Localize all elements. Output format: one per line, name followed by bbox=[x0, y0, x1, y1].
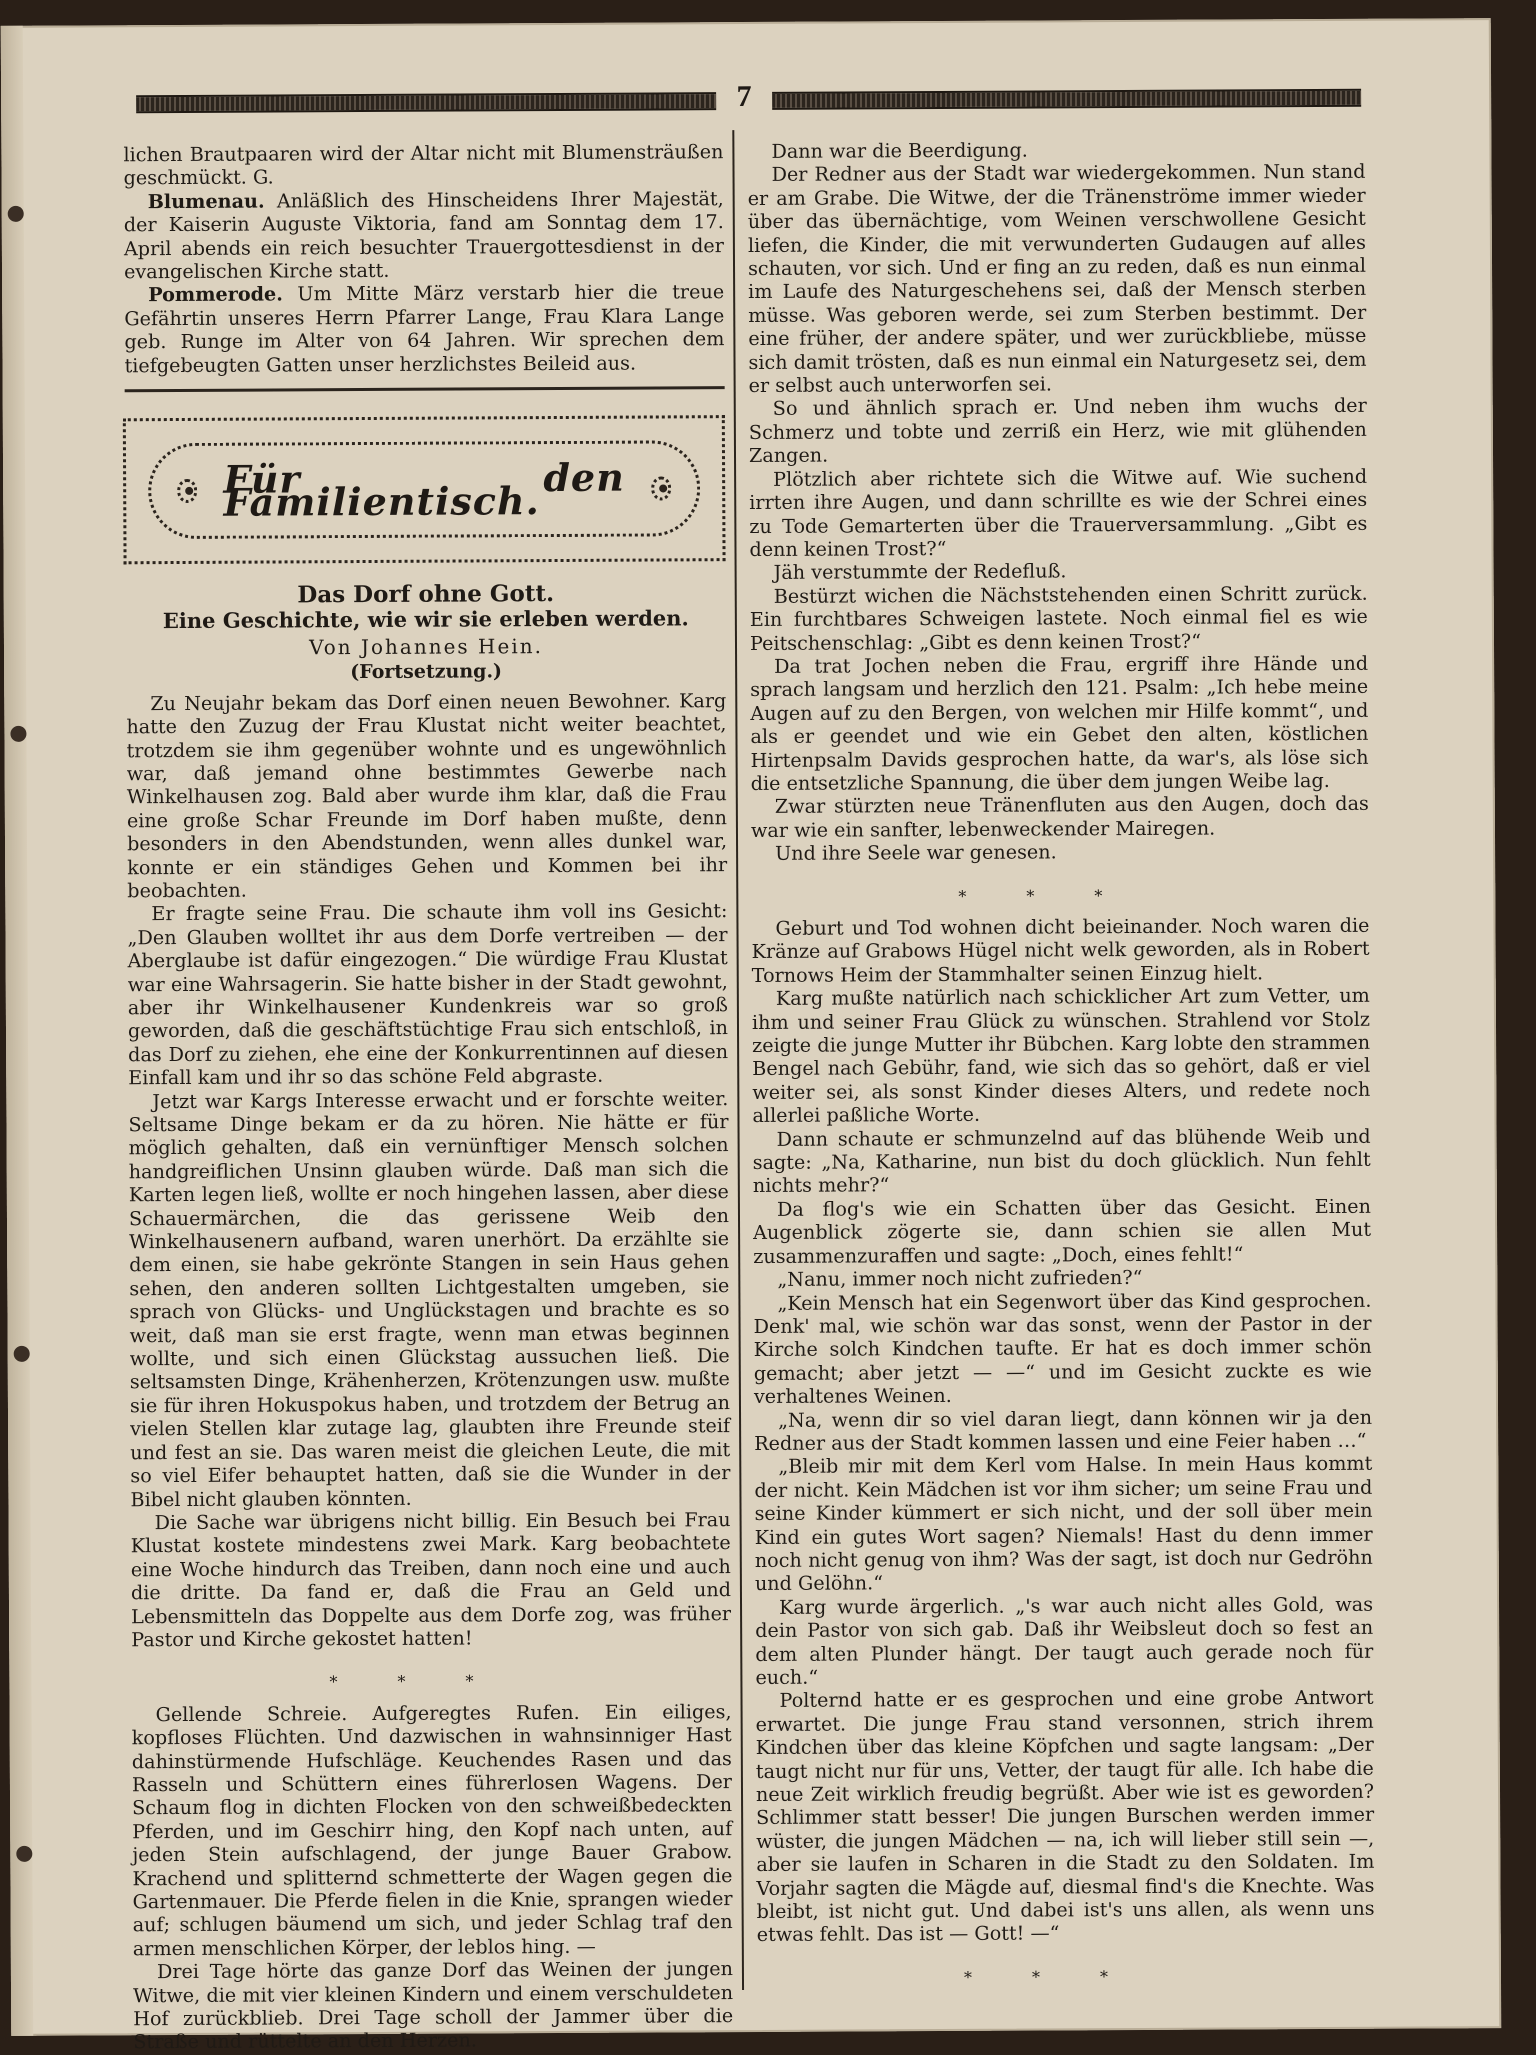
rosette-ornament-icon bbox=[177, 479, 197, 503]
story-paragraph: Der Redner aus der Stadt war wiedergekommen. Nun stand er am Grabe. Die Witwe, der die Tränenströme immer wieder über das übernächtige, vom Weinen verschwollene Gesicht liefen, die Kinder, die mit verwunderten Gudaugen auf alles schauten, vor sich. Und er fing an zu reden, daß es nun einmal im Laufe des Naturgeschehens sei, daß der Mensch sterben müsse. Was geboren werde, sei zum Sterben bestimmt. Der eine früher, der andere später, und wer zurückbliebe, müsse sich damit trösten, daß es nun einmal ein Naturgesetz sei, dem er selbst auch unterworfen sei. bbox=[747, 160, 1366, 397]
section-rule bbox=[125, 386, 725, 392]
news-text: Anläßlich des Hinscheidens Ihrer Majestät, der Kaiserin Auguste Viktoria, fand am Sonntag dem 17. April abends ein reich besuchter Trauergottesdienst in der evangelischen Kirche statt. bbox=[124, 187, 724, 283]
star-mark: * bbox=[1032, 1965, 1100, 1989]
header-rule-left bbox=[136, 92, 716, 113]
story-paragraph: Geburt und Tod wohnen dicht beieinander. Noch waren die Kränze auf Grabows Hügel nicht welk geworden, als in Robert Tornows Heim der Stammhalter seinen Einzug hielt. bbox=[751, 914, 1369, 987]
section-break bbox=[751, 876, 1369, 903]
end-mark bbox=[757, 1958, 1375, 1985]
star-mark: * bbox=[465, 1669, 533, 1693]
news-item bbox=[124, 281, 724, 378]
binding-hole bbox=[16, 1846, 32, 1862]
story-paragraph: „Kein Mensch hat ein Segenwort über das Kind gesprochen. Denk' mal, wie schön war das sonst, wenn der Pastor in der Kirche solch Kindchen taufte. Er hat es doch immer schön gemacht; aber jetzt — —“ und im Gesicht zuckte es wie verhaltenes Weinen. bbox=[753, 1288, 1372, 1408]
story-paragraph: Die Sache war übrigens nicht billig. Ein Besuch bei Frau Klustat kostete mindestens zwei Mark. Karg beobachtete eine Woche hindurch das Treiben, dann noch eine und auch die dritte. Da fand er, daß die Frau an Geld und Lebensmitteln das Doppelte aus dem Dorfe zog, was früher Pastor und Kirche gekostet hatten! bbox=[131, 1508, 732, 1652]
story-paragraph: „Bleib mir mit dem Kerl vom Halse. In mein Haus kommt der nicht. Kein Mädchen ist vor ihm sicher; um seine Frau und seine Kinder kümmert er sich nicht, und der soll über mein Kind ein gutes Wort sagen? Niemals! Hast du denn immer noch nicht genug von ihm? Was der sagt, ist doch nur Gedröhn und Gelöhn.“ bbox=[754, 1452, 1373, 1596]
continuation-note: (Fortsetzung.) bbox=[126, 659, 726, 686]
news-text: lichen Brautpaaren wird der Altar nicht mit Blumensträußen geschmückt. G. bbox=[123, 140, 723, 190]
section-frame-inner bbox=[148, 440, 700, 539]
section-break bbox=[131, 1662, 731, 1689]
story-paragraph: Gellende Schreie. Aufgeregtes Rufen. Ein eiliges, kopfloses Flüchten. Und dazwischen in wahnsinniger Hast dahinstürmende Hufschläge. Keuchendes Rasen und das Rasseln und Schüttern eines führerlosen Wagens. Der Schaum flog in dichten Flocken von den schweißbedeckten Pferden, und im Geschirr hing, den Kopf nach unten, auf jeden Stein aufschlagend, der junge Bauer Grabow. Krachend und splitternd schmetterte der Wagen gegen die Gartenmauer. Die Pferde fielen in die Knie, sprangen wieder auf; schlugen bäumend um sich, und jeder Schlag traf den armen menschlichen Körper, der leblos hing. — bbox=[132, 1700, 733, 1961]
binding-edge bbox=[1, 26, 34, 2036]
column-divider bbox=[732, 130, 744, 1990]
story-paragraph: Da flog's wie ein Schatten über das Gesicht. Einen Augenblick zögerte sie, dann schien sie allen Mut zusammenzuraffen und sagte: „Doch, eines fehlt!“ bbox=[753, 1195, 1371, 1268]
star-mark: * bbox=[1094, 883, 1162, 907]
story-paragraph: Dann war die Beerdigung. bbox=[747, 137, 1365, 164]
story-paragraph: So und ähnlich sprach er. Und neben ihm wuchs der Schmerz und tobte und zerriß ein Herz, wie mit glühenden Zangen. bbox=[749, 394, 1367, 467]
story-paragraph: Bestürzt wichen die Nächststehenden einen Schritt zurück. Ein furchtbares Schweigen lastete. Noch einmal fiel es wie Peitschenschlag: „Gibt es denn keinen Trost?“ bbox=[750, 581, 1368, 654]
page-header bbox=[136, 71, 1361, 123]
story-paragraph: „Nanu, immer noch nicht zufrieden?“ bbox=[753, 1265, 1371, 1292]
star-mark: * bbox=[397, 1670, 465, 1694]
newspaper-page bbox=[1, 18, 1502, 2036]
story-paragraph: Drei Tage hörte das ganze Dorf das Weinen der jungen Witwe, die mit vier kleinen Kindern und einem verschuldeten Hof zurückblieb. Drei Tage scholl der Jammer über die Straße und rüttelte an den Herzen. bbox=[133, 1957, 733, 2054]
story-paragraph: Karg wurde ärgerlich. „'s war auch nicht alles Gold, was dein Pastor von sich gab. Daß ihr Weibsleut doch so fest an dem alten Plunder hängt. Der taugt auch gerade noch für euch.“ bbox=[755, 1593, 1373, 1690]
story-paragraph: Karg mußte natürlich nach schicklicher Art zum Vetter, um ihm und seiner Frau Glück zu wünschen. Strahlend vor Stolz zeigte die junge Mutter ihr Bübchen. Karg lobte den strammen Bengel nach Gebühr, fand, wie sich das so gehört, daß er viel weiter sei, als sonst Kinder dieses Alters, und redete noch allerlei paßliche Worte. bbox=[752, 984, 1371, 1128]
story-title: Das Dorf ohne Gott. bbox=[126, 581, 726, 608]
left-column bbox=[123, 140, 733, 2054]
story-paragraph: Jetzt war Kargs Interesse erwacht und er forschte weiter. Seltsame Dinge bekam er da zu hören. Nie hätte er für möglich gehalten, daß ein vernünftiger Mensch solchen handgreiflichen Unsinn glauben würde. Daß man sich die Karten legen ließ, wollte er noch hingehen lassen, aber diese Schauermärchen, die das gerissene Weib den Winkelhausenern aufband, waren unerhört. Da erzählte sie dem einen, sie habe gekrönte Stangen in sein Haus gehen sehen, den anderen sollten Lichtgestalten umgeben, sie sprach von Glücks- und Unglückstagen und brachte es so weit, daß man sie erst fragte, wenn man etwas beginnen wollte, und sich einen Glückstag aussuchen ließ. Die seltsamsten Dinge, Krähenherzen, Krötenzungen usw. mußte sie für ihren Hokuspokus haben, und trotzdem der Betrug an vielen Stellen klar zutage lag, glaubten ihre Freunde steif und fest an sie. Das waren meist die gleichen Leute, die mit so viel Eifer behauptet hatten, daß sie die Wunder in der Bibel nicht glauben könnten. bbox=[128, 1087, 730, 1511]
star-mark: * bbox=[329, 1670, 397, 1694]
binding-hole bbox=[10, 726, 26, 742]
binding-hole bbox=[14, 1346, 30, 1362]
rosette-ornament-icon bbox=[651, 476, 671, 500]
star-mark: * bbox=[958, 884, 1026, 908]
news-item bbox=[123, 140, 723, 190]
section-frame bbox=[123, 415, 726, 564]
story-paragraph: Dann schaute er schmunzelnd auf das blühende Weib und sagte: „Na, Katharine, nun bist du doch glücklich. Nun fehlt nichts mehr?“ bbox=[753, 1124, 1371, 1197]
news-text: Um Mitte März verstarb hier die treue Gefährtin unseres Herrn Pfarrer Lange, Frau Klara Lange geb. Runge im Alter von 64 Jahren. Wir sprechen dem tiefgebeugten Gatten unser herzlichstes Beileid aus. bbox=[124, 281, 724, 377]
story-paragraph: „Na, wenn dir so viel daran liegt, dann können wir ja den Redner aus der Stadt kommen lassen und eine Feier haben …“ bbox=[754, 1405, 1372, 1455]
story-paragraph: Jäh verstummte der Redefluß. bbox=[750, 558, 1368, 585]
story-paragraph: Zwar stürzten neue Tränenfluten aus den Augen, doch das war wie ein sanfter, lebenweckender Mairegen. bbox=[751, 792, 1369, 842]
story-subtitle: Eine Geschichte, wie wir sie erleben werden. bbox=[126, 607, 726, 634]
story-paragraph: Er fragte seine Frau. Die schaute ihm voll ins Gesicht: „Den Glauben wolltet ihr aus dem Dorfe vertreiben — der Aberglaube ist dafür eingezogen.“ Die würdige Frau Klustat war eine Wahrsagerin. Sie hatte bisher in der Stadt gewohnt, aber ihr Winkelhausener Kundenkreis war so groß geworden, daß die geschäftstüchtige Frau sich entschloß, in das Dorf zu ziehen, ehe eine der Konkurrentinnen auf diesen Einfall kam und ihr so das schöne Feld abgraste. bbox=[127, 899, 728, 1089]
star-mark: * bbox=[1100, 1965, 1168, 1989]
right-column bbox=[747, 137, 1375, 1998]
header-rule-right bbox=[772, 89, 1361, 110]
star-mark: * bbox=[1026, 884, 1094, 908]
story-paragraph: Da trat Jochen neben die Frau, ergriff ihre Hände und sprach langsam und herzlich den 121. Psalm: „Ich hebe meine Augen auf zu den Bergen, von welchen mir Hilfe kommt“, und als er geendet und wie ein Gebet den alten, köstlichen Hirtenpsalm Davids gesprochen hatte, da war's, als löse sich die entsetzliche Spannung, die über dem jungen Weibe lag. bbox=[750, 652, 1369, 796]
story-paragraph: Und ihre Seele war genesen. bbox=[751, 839, 1369, 866]
binding-hole bbox=[8, 206, 24, 222]
page-number: 7 bbox=[722, 80, 766, 114]
story-author: Von Johannes Hein. bbox=[126, 634, 726, 661]
section-title: Für den Familientisch. bbox=[223, 465, 625, 514]
news-place: Blumenau. bbox=[148, 189, 265, 213]
local-news bbox=[123, 140, 724, 377]
story-paragraph: Plötzlich aber richtete sich die Witwe auf. Wie suchend irrten ihre Augen, und dann schrillte es wie der Schrei eines zu Tode Gemarterten über die Trauerversammlung. „Gibt es denn keinen Trost?“ bbox=[749, 464, 1367, 561]
story-paragraph: Zu Neujahr bekam das Dorf einen neuen Bewohner. Karg hatte den Zuzug der Frau Klustat nicht weiter beachtet, trotzdem sie ihm gegenüber wohnte und es ungewöhnlich war, daß jemand ohne bestimmtes Gewerbe nach Winkelhausen zog. Bald aber wurde ihm klar, daß die Frau eine große Schar Freunde im Dorf haben mußte, denn besonders in den Abendstunden, wenn alles dunkel war, konnte er ein ständiges Gehen und Kommen bei ihr beobachten. bbox=[126, 689, 727, 903]
star-mark: * bbox=[964, 1965, 1032, 1989]
news-place: Pommerode. bbox=[148, 283, 283, 307]
news-item bbox=[124, 187, 724, 284]
story-paragraph: Polternd hatte er es gesprochen und eine grobe Antwort erwartet. Die junge Frau stand versonnen, strich ihrem Kindchen über das kleine Köpfchen und sagte langsam: „Der taugt nicht nur für uns, Vetter, der taugt für alle. Ich habe die neue Zeit wirklich freudig begrüßt. Aber wie ist es geworden? Schlimmer statt besser! Die jungen Burschen werden immer wüster, die jungen Mädchen — na, ich will lieber still sein —, aber sie laufen in Scharen in die Stadt zu den Soldaten. Im Vorjahr sagten die Mägde auf, diesmal find's die Knechte. Was bleibt, ist nicht gut. Und dabei ist's uns allen, als wenn uns etwas fehlt. Das ist — Gott! —“ bbox=[755, 1686, 1374, 1947]
